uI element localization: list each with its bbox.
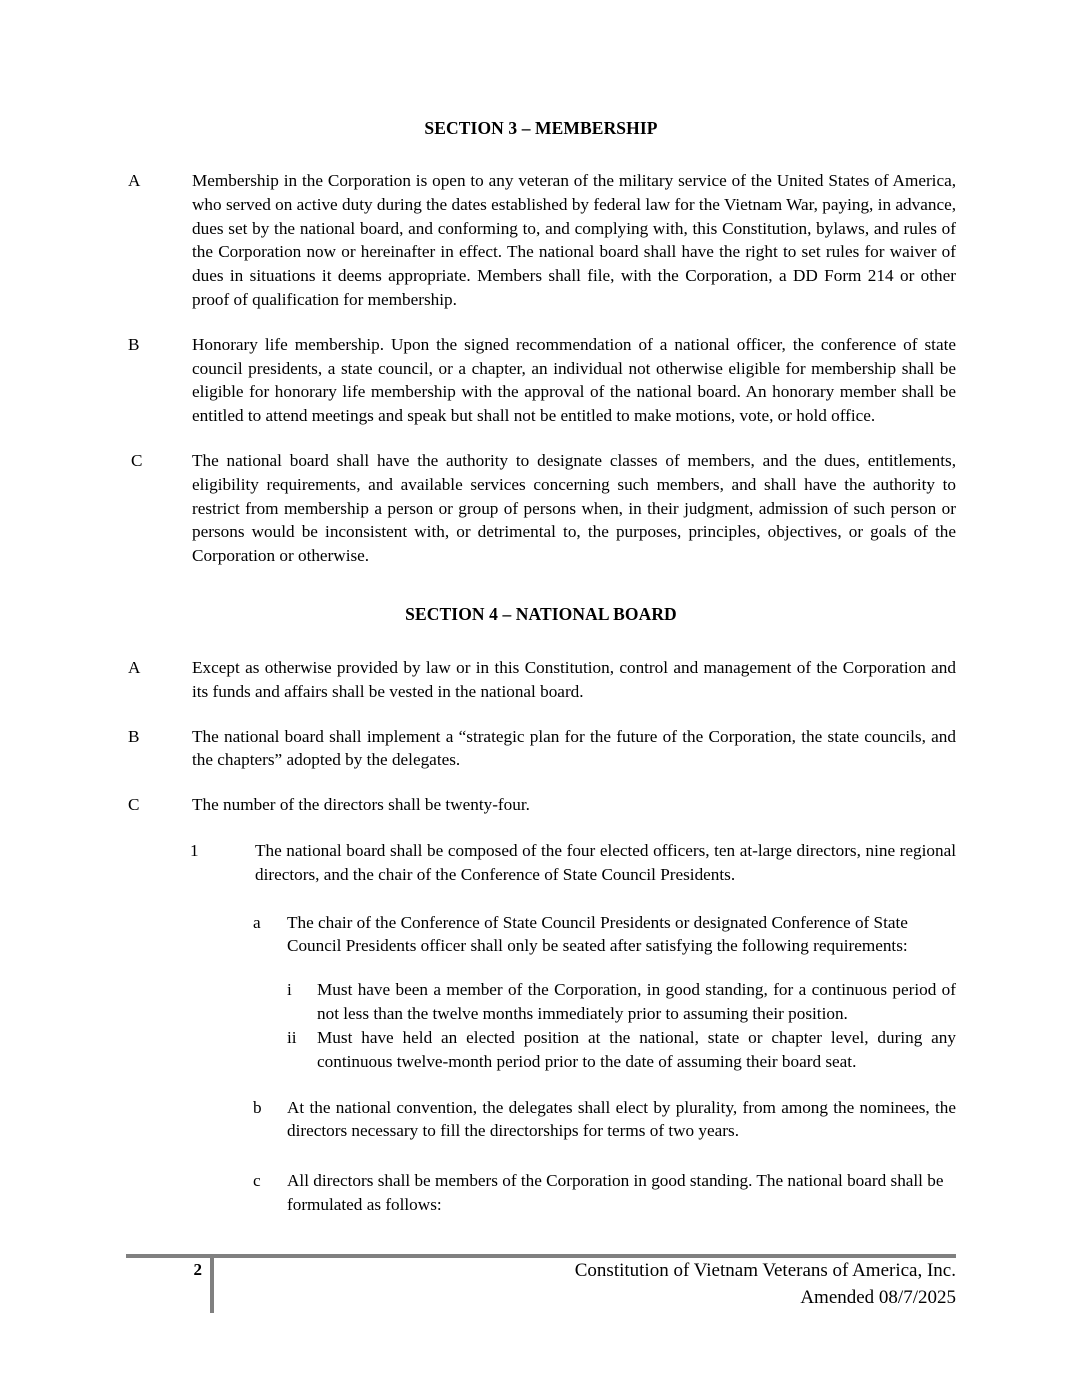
section-4-item-a [128,656,956,704]
item-text: Must have been a member of the Corporation, in good standing, for a continuous period of not less than the twelve months immediately prior to assuming their position. [317,980,956,1024]
item-text: The national board shall have the authority to designate classes of members, and the dues, entitlements, eligibility requirements, and available services concerning such members, and shall have the authority to restrict from membership a person or group of persons when, in their judgment, admission of such person or persons would be inconsistent with, or detrimental to, the purposes, principles, objectives, or goals of the Corporation or otherwise. [192,451,956,566]
page-footer [126,1254,956,1328]
footer-amended-line: Amended 08/7/2025 [800,1286,956,1308]
item-text: The number of the directors shall be twenty-four. [192,795,530,815]
section-4-heading-block [126,604,956,626]
item-marker: A [128,657,141,677]
section-4-subitem-a [253,911,956,959]
item-marker: 1 [190,841,199,860]
section-4-subitem-b [253,1096,956,1144]
section-3-item-c [128,449,956,568]
item-text: All directors shall be members of the Corporation in good standing. The national board shall be formulated as follows: [287,1171,944,1214]
section-4-item-b [128,725,956,773]
section-4-subitem-ii [287,1026,956,1074]
item-marker: A [128,170,141,190]
item-marker: i [287,980,292,1000]
section-4-subitem-1 [190,839,956,887]
item-text: Except as otherwise provided by law or in this Constitution, control and management of the Corporation and its funds and affairs shall be vested in the national board. [192,657,956,701]
footer-vertical-divider [210,1258,214,1313]
section-4-item-c [128,793,956,817]
section-heading-national-board: SECTION 4 – NATIONAL BOARD [405,604,677,625]
footer-document-title [575,1258,956,1312]
section-4-subitem-c [253,1169,956,1217]
footer-content [126,1258,956,1328]
section-3-heading-block [126,118,956,140]
item-marker: C [131,451,143,470]
item-text: Must have held an elected position at the national, state or chapter level, during any continuous twelve-month period prior to the date of assuming their board seat. [317,1027,956,1071]
item-text: The national board shall be composed of the four elected officers, ten at-large directors, nine regional directors, and the chair of the Conference of State Council Presidents. [255,841,956,884]
item-text: Membership in the Corporation is open to any veteran of the military service of the United States of America, who served on active duty during the dates established by federal law for the Vietnam War, paying, in advance, dues set by the national board, and conforming to, and complying with, this Constitution, bylaws, and rules of the Corporation now or hereinafter in effect. The national board shall have the right to set rules for waiver of dues in situations it deems appropriate. Members shall file, with the Corporation, a DD Form 214 or other proof of qualification for membership. [192,170,956,309]
item-marker: b [253,1097,262,1117]
section-heading-membership: SECTION 3 – MEMBERSHIP [424,118,658,138]
item-marker: B [128,334,140,354]
item-marker: ii [287,1027,297,1047]
section-3-item-b [128,333,956,428]
section-3-item-a [128,169,956,312]
item-marker: c [253,1171,261,1191]
section-4-subitem-i [287,978,956,1026]
item-text: At the national convention, the delegates shall elect by plurality, from among the nominees, the directors necessary to fill the directorships for terms of two years. [287,1097,956,1141]
item-marker: a [253,912,261,932]
item-text: The national board shall implement a “strategic plan for the future of the Corporation, the state councils, and the chapters” adopted by the delegates. [192,726,956,770]
item-text: The chair of the Conference of State Council Presidents or designated Conference of State Council Presidents officer shall only be seated after satisfying the following requirements: [287,912,908,956]
page-number: 2 [193,1260,202,1279]
document-body [126,118,956,1217]
section-4-roman-group [126,978,956,1073]
item-marker: B [128,726,140,746]
footer-title-line: Constitution of Vietnam Veterans of America, Inc. [574,1260,956,1281]
item-text: Honorary life membership. Upon the signed recommendation of a national officer, the conference of state council presidents, a state council, or a chapter, an individual not otherwise eligible for membership shall be eligible for honorary life membership with the approval of the national board. An honorary member shall be entitled to attend meetings and speak but shall not be entitled to make motions, vote, or hold office. [192,334,956,426]
item-marker: C [128,795,140,815]
